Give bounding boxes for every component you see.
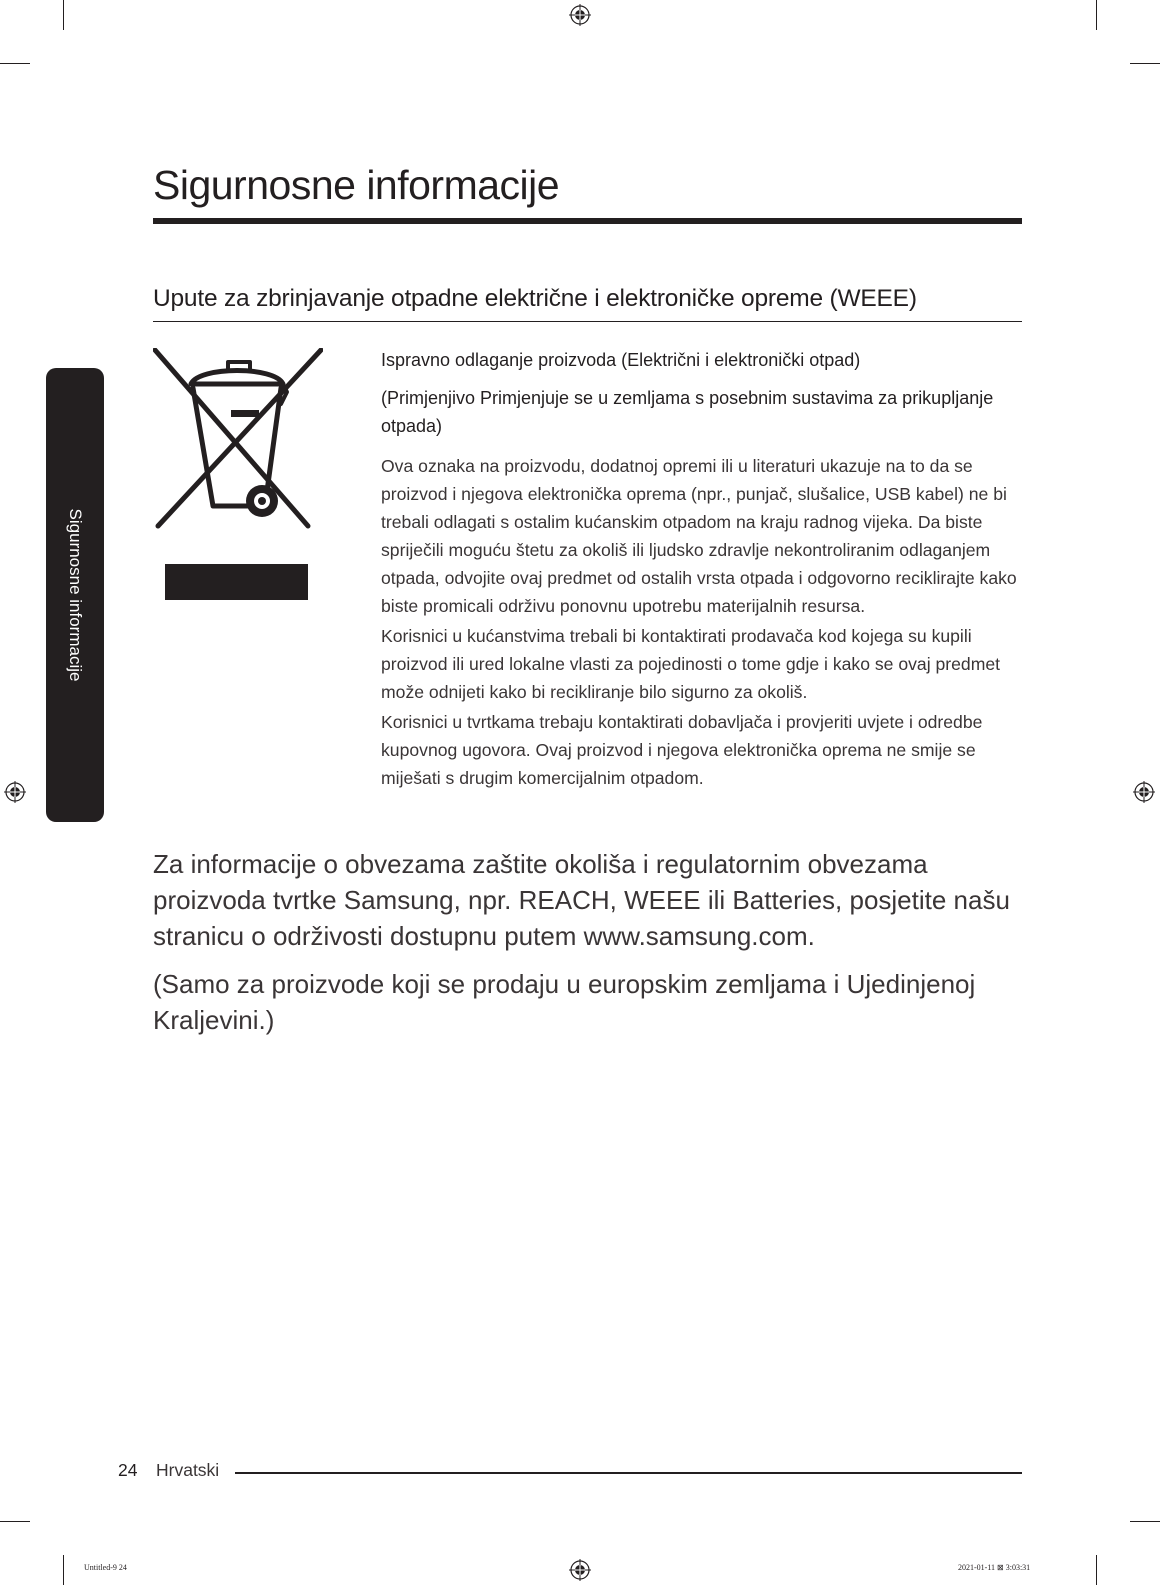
disposal-intro-title: Ispravno odlaganje proizvoda (Električni i elektronički otpad) — [381, 350, 861, 370]
side-tab — [46, 368, 104, 822]
crop-mark — [1130, 63, 1160, 64]
disposal-paragraph: Ova oznaka na proizvodu, dodatnoj opremi ili u literaturi ukazuje na to da se proizvod i njegova elektronička oprema (npr., punjač, slušalice, USB kabel) ne bi trebali odlagati s ostalim kućanskim otpadom na kraju radnog vijeka. Da biste spriječili moguću štetu za okoliš ili ljudsko zdravlje nekontroliranim odlaganjem otpada, odvojite ovaj predmet od ostalih vrsta otpada i odgovorno reciklirajte kako biste promicali održivu ponovnu upotrebu materijalnih resursa. — [381, 456, 1017, 616]
section-rule — [153, 321, 1022, 322]
section-heading: Upute za zbrinjavanje otpadne električne i elektroničke opreme (WEEE) — [153, 285, 917, 312]
weee-solid-bar — [165, 564, 308, 600]
page-number: 24 — [118, 1460, 138, 1480]
registration-mark-icon — [569, 1559, 591, 1581]
footer-language: Hrvatski — [156, 1460, 220, 1480]
samsung-info-paragraph: Za informacije o obvezama zaštite okoliša i regulatornim obvezama proizvoda tvrtke Samsung, npr. REACH, WEEE ili Batteries, posjetite našu stranicu o održivosti dostupnu putem www.samsung.com. — [153, 849, 1010, 951]
registration-mark-icon — [1133, 781, 1155, 803]
crossed-out-wheelie-bin-icon — [153, 348, 323, 534]
disposal-paragraph: Korisnici u kućanstvima trebali bi kontaktirati prodavača kod kojega su kupili proizvod ili ured lokalne vlasti za pojedinosti o tome gdje i kako se ovaj predmet može odnijeti kako bi recikliranje bilo sigurno za okoliš. — [381, 626, 1001, 702]
crop-mark — [0, 1521, 30, 1522]
registration-mark-icon — [4, 781, 26, 803]
print-slug-right: 2021-01-11 ⊠ 3:03:31 — [958, 1563, 1031, 1572]
registration-mark-icon — [569, 4, 591, 26]
disposal-paragraph: Korisnici u tvrtkama trebaju kontaktirati dobavljača i provjeriti uvjete i odredbe kupovnog ugovora. Ovaj proizvod i njegova elektronička oprema ne smije se miješati s drugim komercijalnim otpadom. — [381, 712, 983, 788]
crop-mark — [63, 1555, 64, 1585]
crop-mark — [1096, 1555, 1097, 1585]
title-rule — [153, 218, 1022, 224]
side-tab-label: Sigurnosne informacije — [66, 508, 85, 682]
crop-mark — [0, 63, 30, 64]
samsung-info-block — [153, 846, 1022, 1038]
disposal-body — [381, 452, 1026, 792]
footer-rule — [235, 1472, 1022, 1474]
samsung-info-note: (Samo za proizvode koji se prodaju u europskim zemljama i Ujedinjenoj Kraljevini.) — [153, 969, 976, 1035]
page-title: Sigurnosne informacije — [153, 162, 560, 208]
print-slug-left: Untitled-9 24 — [84, 1563, 127, 1572]
crop-mark — [1096, 0, 1097, 30]
disposal-intro-applicability: (Primjenjivo Primjenjuje se u zemljama s posebnim sustavima za prikupljanje otpada) — [381, 388, 994, 436]
crop-mark — [63, 0, 64, 30]
crop-mark — [1130, 1521, 1160, 1522]
